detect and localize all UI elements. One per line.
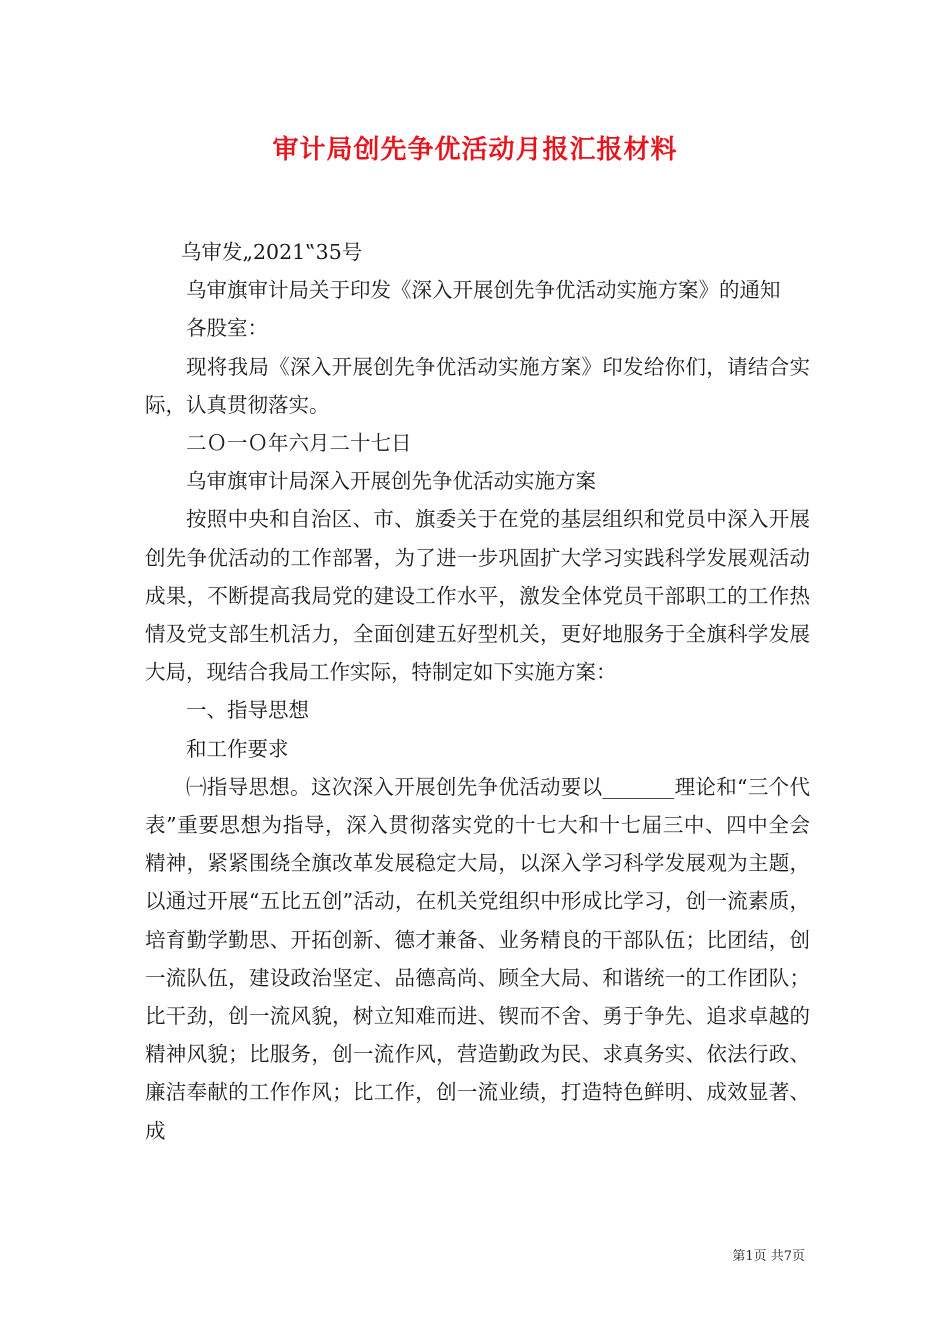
section-heading-requirements: 和工作要求 <box>186 736 289 761</box>
document-title: 审计局创先争优活动月报汇报材料 <box>272 135 678 165</box>
document-number: 乌审发„2021‟35号 <box>180 240 363 264</box>
notice-date: 二Ｏ一Ｏ年六月二十七日 <box>186 431 412 456</box>
notice-body: 现将我局《深入开展创先争优活动实施方案》印发给你们，请结合实际，认真贯彻落实。 <box>145 354 810 417</box>
addressee: 各股室： <box>186 316 268 341</box>
guiding-thought-paragraph: ㈠指导思想。这次深入开展创先争优活动要以_______理论和“三个代表”重要思想为指导，深入贯彻落实党的十七大和十七届三中、四中全会精神，紧紧围绕全旗改革发展稳定大局，以深入学习科学发展观为主题，以通过开展“五比五创”活动，在机关党组织中形成比学习，创一流素质，培育勤学勤思、开拓创新、德才兼备、业务精良的干部队伍；比团结，创一流队伍，建设政治坚定、品德高尚、顾全大局、和谐统一的工作团队；比干劲，创一流风貌，树立知难而进、锲而不舍、勇于争先、追求卓越的精神风貌；比服务，创一流作风，营造勤政为民、求真务实、依法行政、廉洁奉献的工作作风；比工作，创一流业绩，打造特色鲜明、成效显著、成 <box>145 774 810 1143</box>
document-body <box>145 233 810 1150</box>
plan-intro-paragraph: 按照中央和自治区、市、旗委关于在党的基层组织和党员中深入开展创先争优活动的工作部署，为了进一步巩固扩大学习实践科学发展观活动成果，不断提高我局党的建设工作水平，激发全体党员干部职工的工作热情及党支部生机活力，全面创建五好型机关，更好地服务于全旗科学发展大局，现结合我局工作实际，特制定如下实施方案： <box>145 507 810 685</box>
notice-heading: 乌审旗审计局关于印发《深入开展创先争优活动实施方案》的通知 <box>186 278 781 303</box>
plan-title: 乌审旗审计局深入开展创先争优活动实施方案 <box>186 469 596 494</box>
page-number-footer: 第1页 共7页 <box>732 1249 805 1264</box>
section-heading-guiding-thought: 一、指导思想 <box>186 698 309 723</box>
